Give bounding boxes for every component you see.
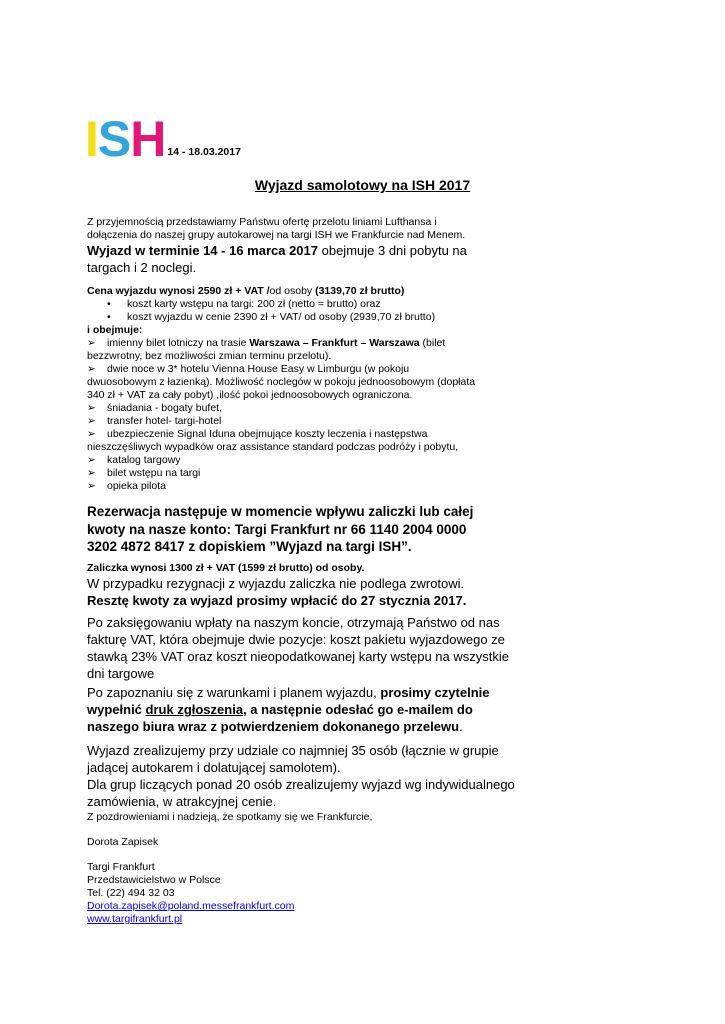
event-header xyxy=(85,111,241,167)
deposit-amount: Zaliczka wynosi 1300 zł + VAT (1599 zł brutto) od osoby. xyxy=(87,562,365,574)
hotel-text: dwie noce w 3* hotelu Vienna House Easy w Limburgu (w pokoju xyxy=(107,363,410,375)
intro-section xyxy=(87,216,647,276)
trip-term-dates: Wyjazd w terminie 14 - 16 marca 2017 xyxy=(87,243,318,258)
invoice-line-1: Po zaksięgowaniu wpłaty na naszym koncie, otrzymają Państwo od nas xyxy=(87,615,500,630)
price-item: • koszt karty wstępu na targi: 200 zł (netto = brutto) oraz xyxy=(87,298,647,311)
arrow-bullet-icon: ➢ xyxy=(87,402,96,414)
office-name: Przedstawicielstwo w Polsce xyxy=(87,874,221,886)
group-line-1: Wyjazd zrealizujemy przy udziale co najmniej 35 osób (łącznie w grupie xyxy=(87,743,499,758)
price-section xyxy=(87,285,647,493)
event-dates: 14 - 18.03.2017 xyxy=(167,146,241,158)
price-items xyxy=(87,298,647,324)
logo-letter-h: H xyxy=(130,111,166,167)
pilot-text: opieka pilota xyxy=(107,480,166,492)
invoice-line-3: stawką 23% VAT oraz koszt nieopodatkowanej karty wstępu na wszystkie xyxy=(87,649,509,664)
arrow-bullet-icon: ➢ xyxy=(87,337,96,349)
include-item-transfer xyxy=(87,415,647,428)
price-label-bold: Cena wyjazdu wynosi 2590 zł + VAT / xyxy=(87,285,270,297)
insurance-text: ubezpieczenie Signal Iduna obejmujące koszty leczenia i następstwa xyxy=(107,428,428,440)
group-line-2: jadącej autokarem i dolatującej samolotem). xyxy=(87,760,341,775)
page-title-text: Wyjazd samolotowy na ISH 2017 xyxy=(254,177,471,193)
group-section xyxy=(87,742,647,810)
logo-letter-i: I xyxy=(85,111,98,167)
ticket-text: bilet wstępu na targi xyxy=(107,467,201,479)
trip-term xyxy=(87,242,647,259)
flight-text: imienny bilet lotniczy na trasie xyxy=(107,337,250,349)
reservation-section xyxy=(87,503,647,556)
form-text-bold: wypełnić xyxy=(87,702,146,717)
form-section xyxy=(87,684,647,735)
company-name: Targi Frankfurt xyxy=(87,861,155,873)
include-item-insurance xyxy=(87,428,647,441)
logo-letter-s: S xyxy=(97,111,131,167)
group-line-4: zamówienia, w atrakcyjnej cenie. xyxy=(87,794,277,809)
arrow-bullet-icon: ➢ xyxy=(87,428,96,440)
email-link[interactable]: Dorota.zapisek@poland.messefrankfurt.com xyxy=(87,900,295,912)
price-label xyxy=(87,285,647,298)
reservation-line-1: Rezerwacja następuje w momencie wpływu zaliczki lub całej xyxy=(87,504,474,519)
arrow-bullet-icon: ➢ xyxy=(87,363,96,375)
price-label-per-person: od osoby xyxy=(269,285,316,297)
include-item-insurance-line-2: nieszczęśliwych wypadków oraz assistance standard podczas podróży i pobytu, xyxy=(87,441,459,453)
arrow-bullet-icon: ➢ xyxy=(87,467,96,479)
include-item-catalog xyxy=(87,454,647,467)
signature-name: Dorota Zapisek xyxy=(87,836,159,848)
ish-logo xyxy=(85,111,166,167)
arrow-bullet-icon: ➢ xyxy=(87,454,96,466)
website-link[interactable]: www.targifrankfurt.pl xyxy=(87,913,183,925)
include-item-flight xyxy=(87,337,647,350)
deposit-refund-note: W przypadku rezygnacji z wyjazdu zaliczka nie podlega zwrotowi. xyxy=(87,576,465,591)
arrow-bullet-icon: ➢ xyxy=(87,415,96,427)
transfer-text: transfer hotel- targi-hotel xyxy=(107,415,222,427)
contact-block xyxy=(87,861,647,926)
include-item-hotel-line-2: dwuosobowym z łazienką). Możliwość noclegów w pokoju jednoosobowym (dopłata xyxy=(87,376,476,388)
form-line-1 xyxy=(87,684,647,701)
include-item-flight-line-2: bezzwrotny, bez możliwości zmian terminu przelotu). xyxy=(87,350,332,362)
invoice-section xyxy=(87,614,647,682)
form-text: Po zapoznaniu się z warunkami i planem wyjazdu, xyxy=(87,685,381,700)
invoice-line-4: dni targowe xyxy=(87,666,155,681)
include-item-breakfast xyxy=(87,402,647,415)
flight-route: Warszawa – Frankfurt – Warszawa xyxy=(249,337,420,349)
include-item-pilot xyxy=(87,480,647,493)
intro-line-2: dołączenia do naszej grupy autokarowej na targi ISH we Frankfurcie nad Menem. xyxy=(87,229,466,241)
group-line-3: Dla grup liczących ponad 20 osób zrealizujemy wyjazd wg indywidualnego xyxy=(87,777,515,792)
form-line-3 xyxy=(87,718,647,735)
includes-label: i obejmuje: xyxy=(87,324,143,336)
flight-text-end: (bilet xyxy=(419,337,446,349)
application-form-link[interactable]: druk zgłoszenia xyxy=(145,702,244,717)
form-text-bold: naszego biura wraz z potwierdzeniem dokonanego przelewu xyxy=(87,719,460,734)
include-item-hotel-line-3: 340 zł + VAT za cały pobyt) ,ilość pokoi jednoosobowych ograniczona. xyxy=(87,389,413,401)
form-line-2 xyxy=(87,701,647,718)
phone-number: Tel. (22) 494 32 03 xyxy=(87,887,175,899)
page-title xyxy=(0,177,725,193)
include-item-hotel xyxy=(87,363,647,376)
breakfast-text: śniadania - bogaty bufet, xyxy=(107,402,222,414)
form-text-bold: , a następnie odesłać go e-mailem do xyxy=(243,702,473,717)
deposit-deadline: Resztę kwoty za wyjazd prosimy wpłacić do 27 stycznia 2017. xyxy=(87,593,467,608)
trip-term-desc: obejmuje 3 dni pobytu na xyxy=(318,243,467,258)
intro-line-1: Z przyjemnością przedstawiamy Państwu ofertę przelotu liniami Lufthansa i xyxy=(87,216,437,228)
form-text-bold: prosimy czytelnie xyxy=(380,685,490,700)
price-item: • koszt wyjazdu w cenie 2390 zł + VAT/ od osoby (2939,70 zł brutto) xyxy=(87,311,647,324)
form-text: . xyxy=(459,719,463,734)
deposit-section xyxy=(87,562,647,609)
price-label-gross: (3139,70 zł brutto) xyxy=(315,285,405,297)
reservation-line-2: kwoty na nasze konto: Targi Frankfurt nr 66 1140 2004 0000 xyxy=(87,521,467,537)
invoice-line-2: fakturę VAT, która obejmuje dwie pozycje: koszt pakietu wyjazdowego ze xyxy=(87,632,505,647)
arrow-bullet-icon: ➢ xyxy=(87,480,96,492)
reservation-line-3: 3202 4872 8417 z dopiskiem ”Wyjazd na targi ISH”. xyxy=(87,539,412,554)
trip-term-line-2: targach i 2 noclegi. xyxy=(87,260,197,275)
catalog-text: katalog targowy xyxy=(107,454,181,466)
greeting: Z pozdrowieniami i nadzieją, że spotkamy się we Frankfurcie, xyxy=(87,811,373,823)
include-item-ticket xyxy=(87,467,647,480)
